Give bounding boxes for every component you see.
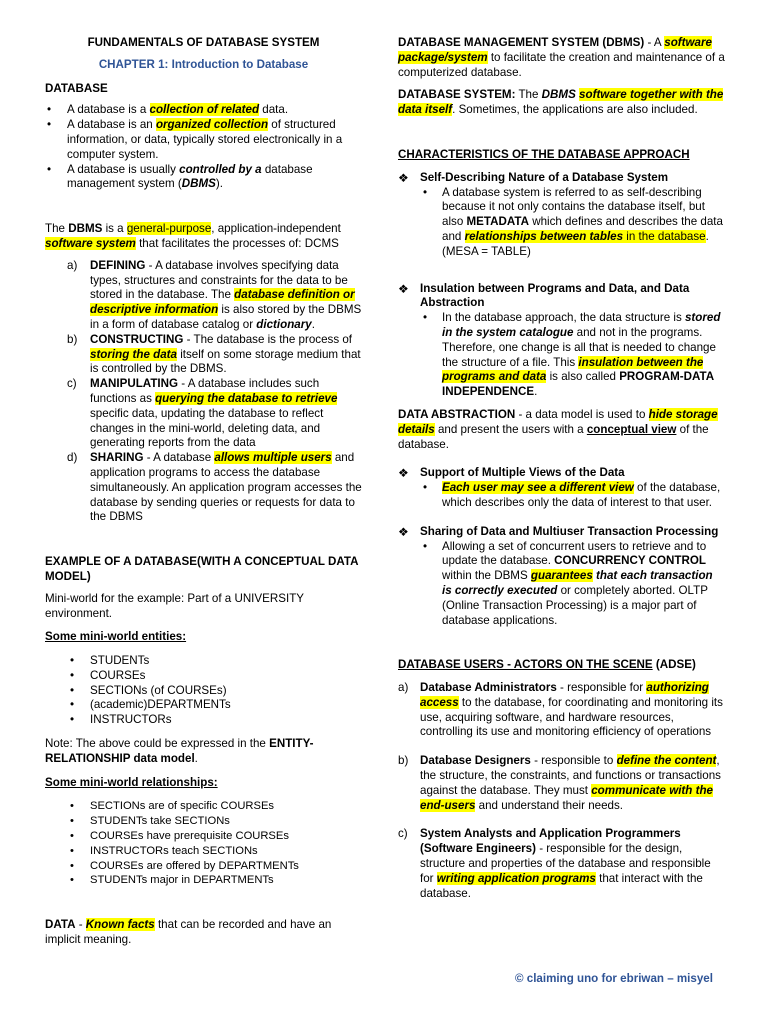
- note-text: Note: The above could be expressed in the ENTITY-RELATIONSHIP data model.: [45, 737, 314, 765]
- dbms-intro: The DBMS is a general-purpose, application-independent software system that facilitates the processes of: DCMS: [45, 222, 341, 250]
- list-item: b) Database Designers - responsible to define the content, the structure, the constraints, and functions or transactions against the database. They must communicate with the end-users and understand their needs.: [398, 754, 721, 812]
- database-bullets: [45, 103, 367, 192]
- data-abstraction: DATA ABSTRACTION - a data model is used to hide storage details and present the users with a conceptual view of the database.: [398, 407, 718, 451]
- list-item: • COURSEs have prerequisite COURSEs: [45, 829, 367, 844]
- diamond-bullet-icon: ❖: [398, 466, 409, 481]
- list-item: • A database is a collection of related data.: [45, 103, 367, 118]
- example-heading: EXAMPLE OF A DATABASE(WITH A CONCEPTUAL DATA MODEL): [45, 555, 359, 583]
- list-item: • STUDENTs: [45, 654, 367, 669]
- database-heading: DATABASE: [45, 81, 108, 95]
- diamond-bullet-icon: ❖: [398, 281, 409, 296]
- list-item: b) CONSTRUCTING - The database is the process of storing the data itself on some storage medium that is controlled by the DBMS.: [67, 332, 361, 376]
- dbms-definition: DATABASE MANAGEMENT SYSTEM (DBMS) - A software package/system to facilitate the creation and maintenance of a computerized database.: [398, 36, 725, 79]
- document-title: FUNDAMENTALS OF DATABASE SYSTEM: [87, 36, 320, 49]
- list-item: • A database is usually controlled by a database management system (DBMS).: [45, 163, 367, 193]
- users-heading: DATABASE USERS - ACTORS ON THE SCENE (ADSE): [398, 658, 696, 672]
- characteristic-insulation: ❖ Insulation between Programs and Data, and Data Abstraction: [398, 281, 690, 310]
- characteristic-multiple-views: ❖ Support of Multiple Views of the Data: [398, 466, 625, 481]
- data-definition: DATA - Known facts that can be recorded and have an implicit meaning.: [45, 918, 332, 947]
- list-item: a) DEFINING - A database involves specifying data types, structures and constraints for the data to be stored in the database. The database definition or descriptive information is also stored by the DBMS in a form of database catalog or dictionary.: [67, 258, 362, 331]
- right-column: [398, 36, 725, 901]
- diamond-bullet-icon: ❖: [398, 524, 409, 539]
- list-item: • INSTRUCTORs teach SECTIONs: [45, 844, 367, 859]
- list-item: • Allowing a set of concurrent users to retrieve and to update the database. CONCURRENCY CONTROL within the DBMS guarantees that each transaction is correctly executed or completely aborted. OLTP (Online Transaction Processing) is a major part of database applications.: [398, 540, 725, 629]
- list-item: • COURSEs are offered by DEPARTMENTs: [45, 859, 367, 874]
- characteristic-sharing: ❖ Sharing of Data and Multiuser Transaction Processing: [398, 524, 719, 539]
- list-item: • In the database approach, the data structure is stored in the system catalogue and not in the programs. Therefore, one change is all that is needed to change the structure of a file. This insulation between the programs and data is also called PROGRAM-DATA INDEPENDENCE.: [398, 311, 725, 400]
- list-item: a) Database Administrators - responsible for authorizing access to the database, for coordinating and monitoring its use, acquiring software, and hardware resources, controlling its use and monitoring efficiency of operations: [398, 681, 723, 739]
- miniworld-text: Mini-world for the example: Part of a UNIVERSITY environment.: [45, 591, 304, 620]
- list-item: • SECTIONs (of COURSEs): [45, 684, 367, 699]
- chapter-title: CHAPTER 1: Introduction to Database: [98, 57, 309, 71]
- list-item: • COURSEs: [45, 669, 367, 684]
- diamond-bullet-icon: ❖: [398, 170, 409, 185]
- list-item: • A database system is referred to as self-describing because it not only contains the database itself, but also METADATA which defines and describes the data and relationships between tables in the database. (MESA = TABLE): [398, 186, 725, 260]
- footer-credit: © claiming uno for ebriwan – misyel: [515, 972, 713, 985]
- list-item: d) SHARING - A database allows multiple users and application programs to access the database simultaneously. An application program accesses the database by sending queries or requests for data to the DBMS: [67, 451, 362, 524]
- list-item: • A database is an organized collection of structured information, or data, typically stored electronically in a computer system.: [45, 118, 367, 162]
- entities-heading: Some mini-world entities:: [45, 630, 187, 644]
- list-item: c) MANIPULATING - A database includes such functions as querying the database to retrieve specific data, updating the database to reflect changes in the mini-world, deleting data, and generating reports from the data: [67, 377, 338, 450]
- list-item: • SECTIONs are of specific COURSEs: [45, 799, 367, 814]
- entities-list: [45, 654, 367, 728]
- left-column: [45, 36, 367, 948]
- list-item: • STUDENTs take SECTIONs: [45, 814, 367, 829]
- list-item: • Each user may see a different view of the database, which describes only the data of interest to that user.: [398, 481, 725, 511]
- database-system-definition: DATABASE SYSTEM: The DBMS software together with the data itself. Sometimes, the applications are also included.: [398, 88, 724, 117]
- dcms-list: [45, 259, 367, 525]
- relationships-list: [45, 799, 367, 888]
- list-item: c) System Analysts and Application Programmers (Software Engineers) - responsible for the design, structure and properties of the database and responsible for writing application programs that interact with the database.: [398, 827, 711, 900]
- relationships-heading: Some mini-world relationships:: [45, 775, 218, 789]
- characteristics-heading: CHARACTERISTICS OF THE DATABASE APPROACH: [398, 147, 690, 161]
- characteristic-self-describing: ❖ Self-Describing Nature of a Database System: [398, 170, 669, 185]
- list-item: • (academic)DEPARTMENTs: [45, 698, 367, 713]
- list-item: • STUDENTs major in DEPARTMENTs: [45, 873, 367, 888]
- list-item: • INSTRUCTORs: [45, 713, 367, 728]
